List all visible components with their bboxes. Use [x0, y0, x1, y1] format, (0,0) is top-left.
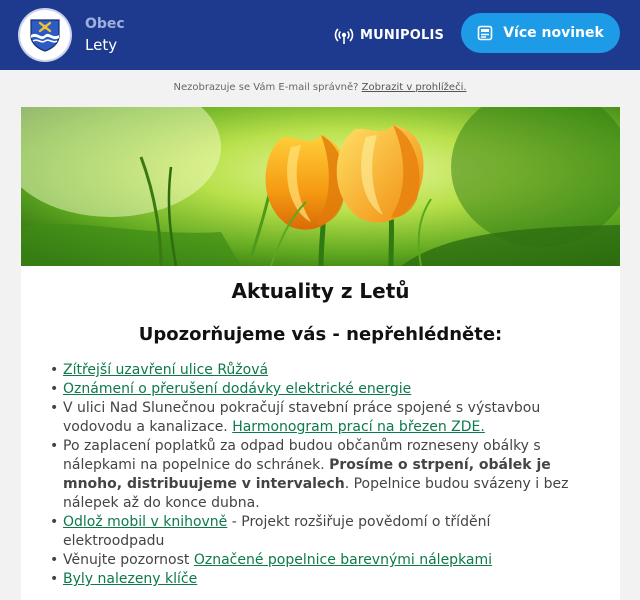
news-link-stickers[interactable]: Označené popelnice barevnými nálepkami: [193, 552, 493, 568]
news-text: Po zaplacení poplatků za odpad budou občanům rozneseny obálky s nálepkami na popelnice do schránek.: [63, 438, 541, 473]
broadcast-icon: [334, 25, 354, 45]
list-item: [50, 399, 570, 437]
munipolis-brand[interactable]: [334, 24, 444, 46]
news-link-power-outage[interactable]: Oznámení o přerušení dodávky elektrické energie: [63, 381, 412, 397]
list-item: [50, 380, 570, 399]
municipality-label: Obec: [85, 16, 125, 32]
view-in-browser-link[interactable]: Zobrazit v prohlížeči.: [361, 82, 467, 93]
list-item: [50, 570, 570, 589]
notice-text: Nezobrazuje se Vám E-mail správně?: [173, 82, 359, 93]
newsletter-title: Aktuality z Letů: [231, 279, 410, 303]
news-text: Věnujte pozornost: [63, 552, 194, 568]
newsletter-subtitle: Upozorňujeme vás - nepřehlédněte:: [138, 324, 503, 345]
more-news-label: Více novinek: [503, 25, 604, 41]
more-news-button[interactable]: [461, 13, 620, 53]
list-item: [50, 513, 570, 551]
header-bar: [0, 0, 640, 70]
news-link-ruzova-closure[interactable]: Zítřejší uzavření ulice Růžová: [63, 362, 269, 378]
news-text: . Popelnice budou svázeny i bez nálepek až do konce dubna.: [63, 476, 569, 511]
email-display-notice: [0, 82, 640, 93]
news-text: V ulici Nad Slunečnou pokračují stavební práce spojené s výstavbou vodovodu a kanalizace.: [63, 400, 541, 435]
brand-text: MUNIPOLIS: [360, 27, 445, 43]
news-text: - Projekt rozšiřuje povědomí o třídění elektroodpadu: [63, 514, 491, 549]
hero-image-crocus-flowers: [21, 107, 620, 266]
news-text-bold: Prosíme o strpení, obálek je mnoho, distribuujeme v intervalech: [63, 457, 551, 492]
news-link-schedule[interactable]: Harmonogram prací na březen ZDE.: [232, 419, 485, 435]
town-crest-logo[interactable]: [20, 10, 70, 60]
news-link-mobile-library[interactable]: Odlož mobil v knihovně: [63, 514, 228, 530]
list-item: [50, 437, 570, 513]
town-name: Lety: [85, 36, 118, 54]
news-list: [50, 361, 570, 589]
news-link-found-keys[interactable]: Byly nalezeny klíče: [63, 571, 198, 587]
newsletter-card: [21, 107, 620, 600]
newspaper-icon: [477, 25, 493, 41]
list-item: [50, 551, 570, 570]
list-item: [50, 361, 570, 380]
